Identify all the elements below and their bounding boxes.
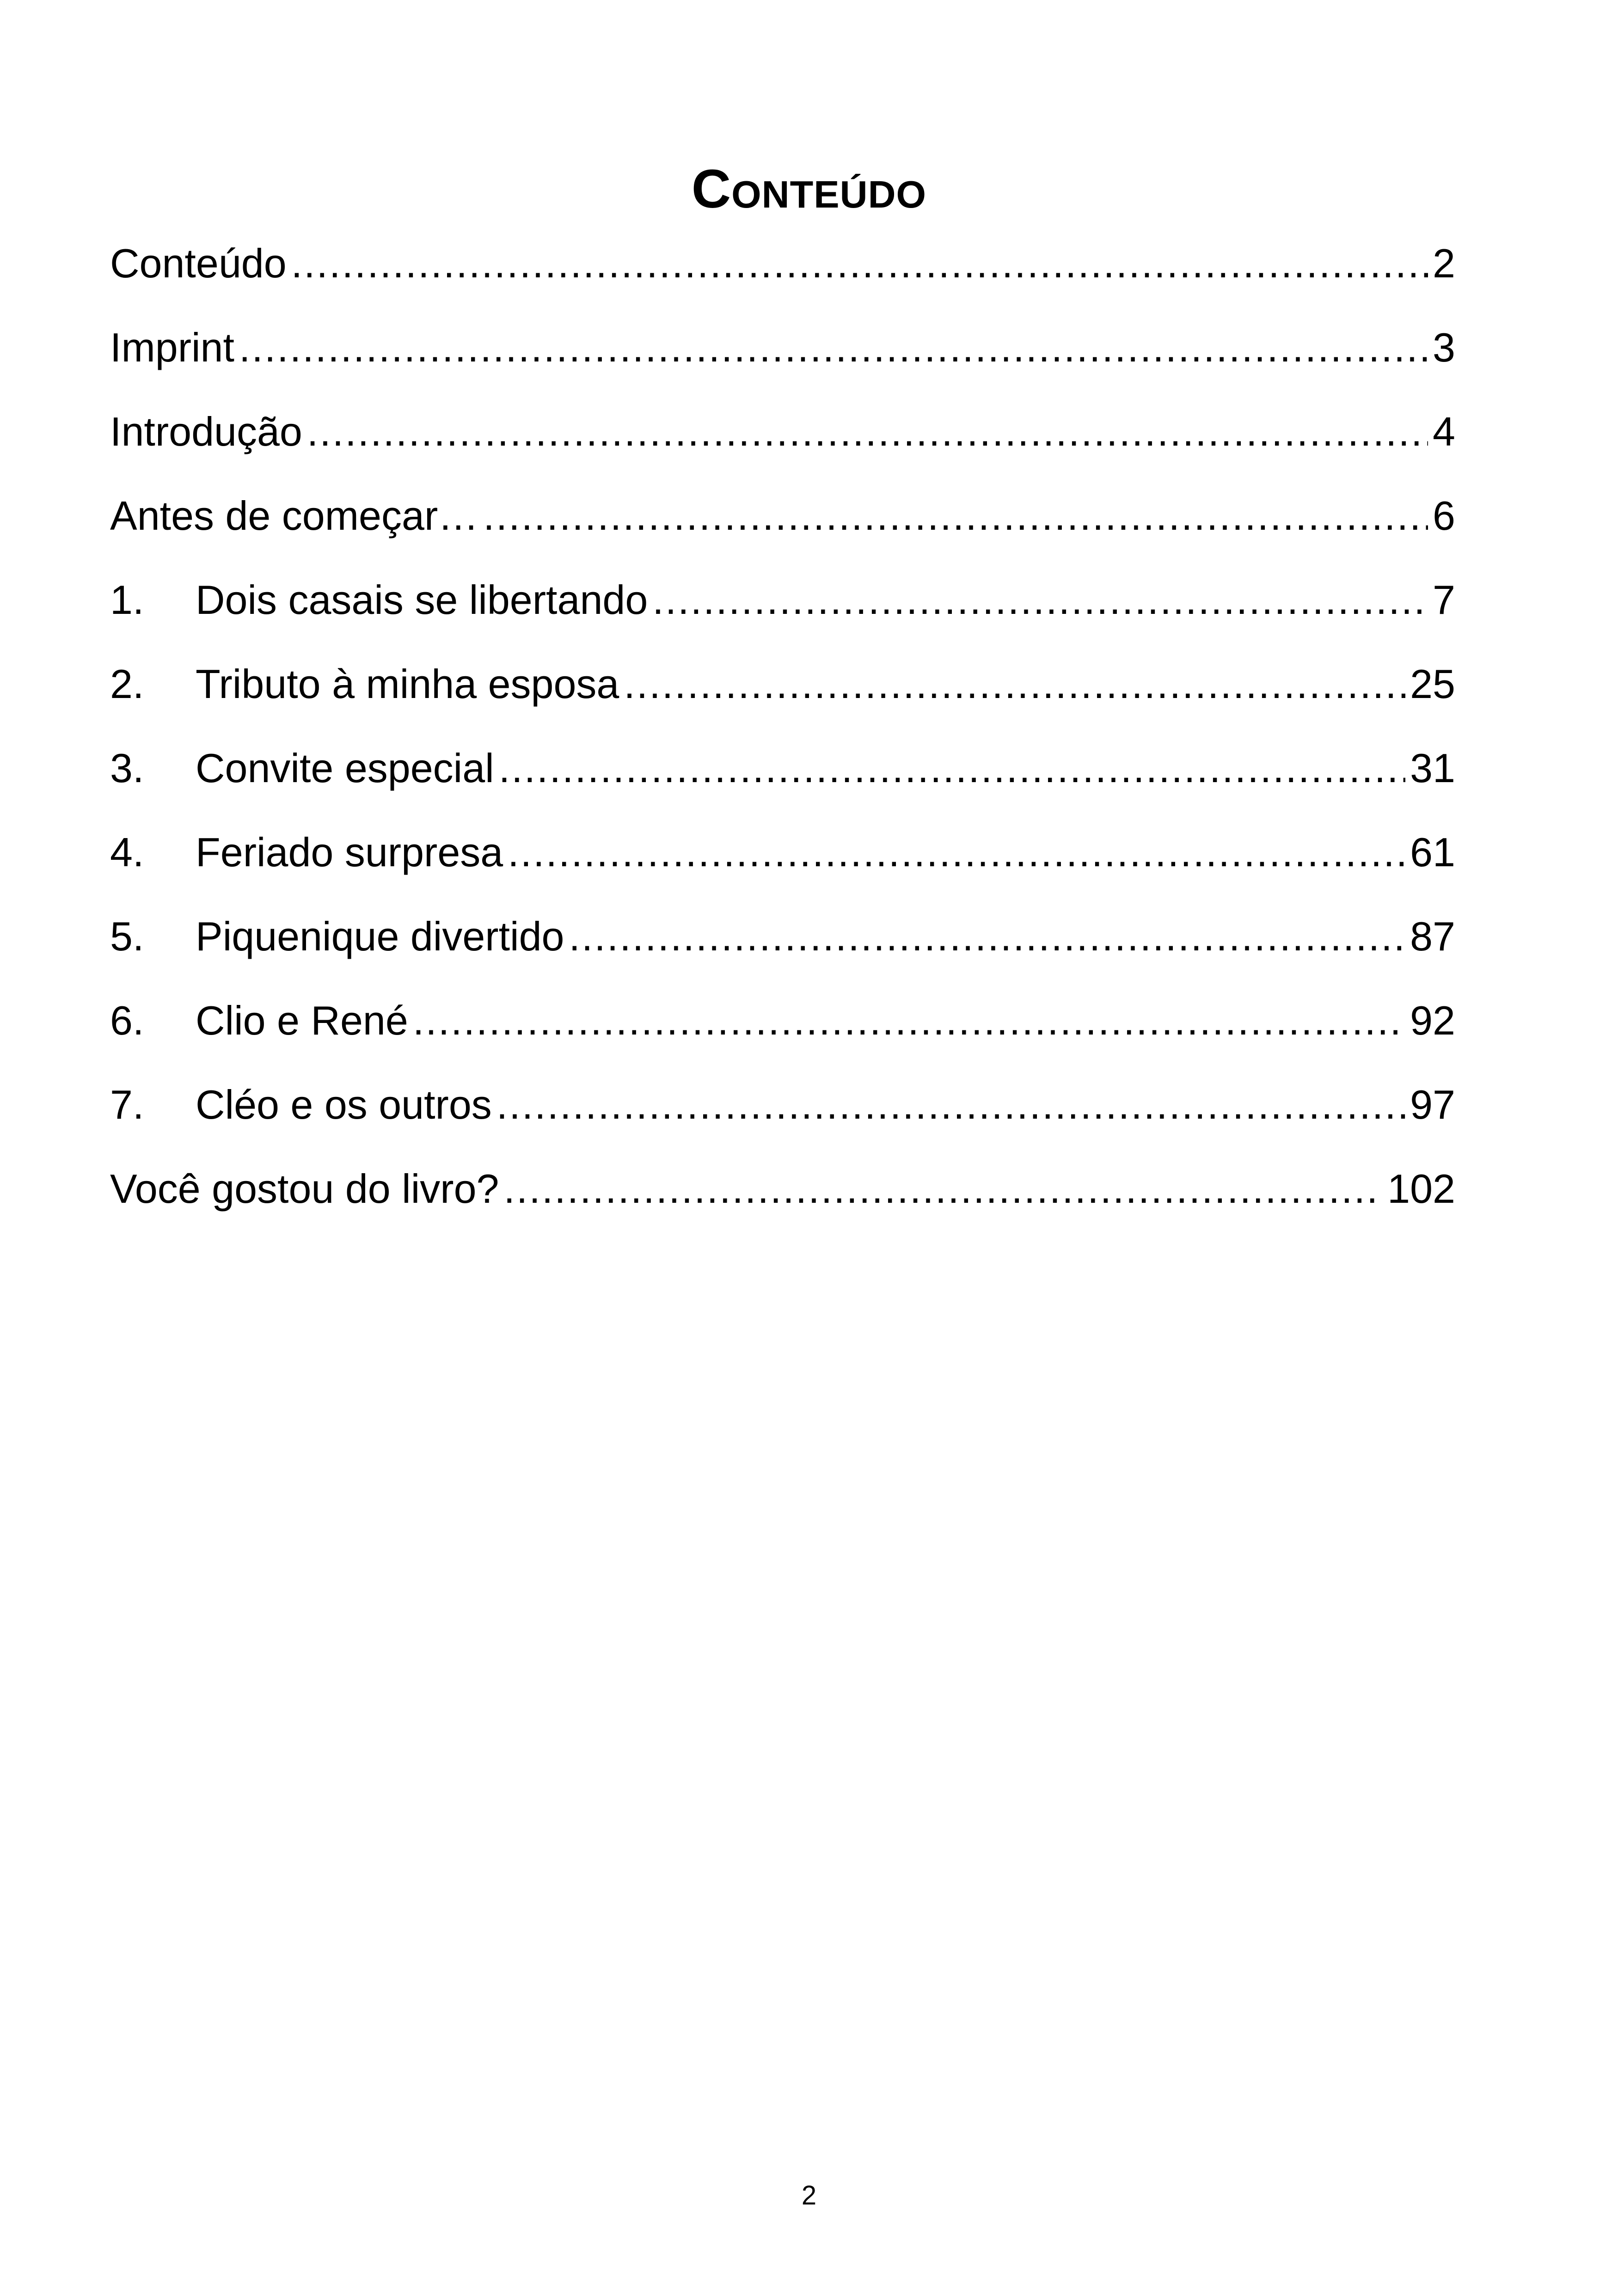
page-title-text: Conteúdo [691, 159, 927, 220]
toc-entry-page: 2 [1433, 240, 1455, 286]
page-title [0, 154, 1618, 224]
toc-entry-chapter-7[interactable] [110, 1072, 1455, 1157]
toc-leader-dots [508, 820, 1405, 885]
toc-item [110, 399, 1455, 484]
toc-entry-chapter-3[interactable] [110, 736, 1455, 820]
toc-entry-introducao[interactable] [110, 399, 1455, 484]
toc-item [110, 315, 1455, 399]
toc-entry-page: 61 [1410, 829, 1455, 875]
toc-item [110, 652, 1455, 736]
toc-entry-page: 4 [1433, 409, 1455, 454]
toc-entry-label: Dois casais se libertando [196, 577, 648, 623]
toc-leader-dots [499, 736, 1405, 801]
page-number: 2 [801, 2180, 817, 2210]
toc-entry-voce-gostou[interactable] [110, 1157, 1455, 1241]
toc-leader-dots [624, 652, 1405, 716]
toc-entry-number: 1. [110, 577, 144, 623]
toc-entry-label: Introdução [110, 409, 302, 454]
toc-leader-dots [503, 1157, 1383, 1221]
toc-item [110, 484, 1455, 568]
toc-entry-label: Conteúdo [110, 240, 287, 286]
toc-entry-label: Clio e René [196, 998, 408, 1043]
toc-entry-label: Piquenique divertido [196, 913, 564, 959]
toc-leader-dots [413, 988, 1405, 1053]
toc-entry-number: 5. [110, 913, 144, 959]
toc-leader-dots [307, 399, 1428, 464]
toc-entry-label: Imprint [110, 325, 234, 370]
toc-entry-label: Feriado surpresa [196, 829, 503, 875]
toc-entry-chapter-6[interactable] [110, 988, 1455, 1072]
toc-leader-dots [483, 484, 1428, 548]
toc-entry-page: 31 [1410, 745, 1455, 791]
toc-leader-dots [496, 1072, 1405, 1137]
toc-entry-number: 7. [110, 1082, 144, 1127]
toc-item [110, 568, 1455, 652]
toc-entry-chapter-1[interactable] [110, 568, 1455, 652]
toc-entry-page: 3 [1433, 325, 1455, 370]
toc-entry-conteudo[interactable] [110, 231, 1455, 315]
toc-entry-label: Você gostou do livro? [110, 1166, 499, 1212]
toc-item [110, 904, 1455, 988]
toc-entry-chapter-2[interactable] [110, 652, 1455, 736]
toc-entry-page: 7 [1433, 577, 1455, 623]
toc-item [110, 820, 1455, 904]
toc-entry-antes-de-comecar[interactable] [110, 484, 1455, 568]
toc-leader-dots [291, 231, 1428, 296]
toc-entry-imprint[interactable] [110, 315, 1455, 399]
toc-leader-dots [569, 904, 1405, 969]
toc-entry-page: 97 [1410, 1082, 1455, 1127]
toc-leader-dots [652, 568, 1428, 632]
toc-entry-number: 2. [110, 661, 144, 707]
toc-item [110, 1072, 1455, 1157]
toc-entry-page: 6 [1433, 493, 1455, 539]
toc-entry-chapter-5[interactable] [110, 904, 1455, 988]
table-of-contents [110, 231, 1455, 1241]
toc-leader-dots [239, 315, 1428, 380]
toc-item [110, 736, 1455, 820]
toc-entry-chapter-4[interactable] [110, 820, 1455, 904]
toc-entry-page: 92 [1410, 998, 1455, 1043]
toc-item [110, 1157, 1455, 1241]
toc-entry-number: 6. [110, 998, 144, 1043]
toc-entry-page: 25 [1410, 661, 1455, 707]
toc-entry-page: 87 [1410, 913, 1455, 959]
toc-entry-page: 102 [1387, 1166, 1455, 1212]
toc-entry-number: 3. [110, 745, 144, 791]
toc-entry-label: Tributo à minha esposa [196, 661, 619, 707]
toc-entry-number: 4. [110, 829, 144, 875]
toc-entry-label: Antes de começar… [110, 493, 479, 539]
toc-item [110, 988, 1455, 1072]
toc-entry-label: Convite especial [196, 745, 494, 791]
toc-entry-label: Cléo e os outros [196, 1082, 492, 1127]
toc-item [110, 231, 1455, 315]
